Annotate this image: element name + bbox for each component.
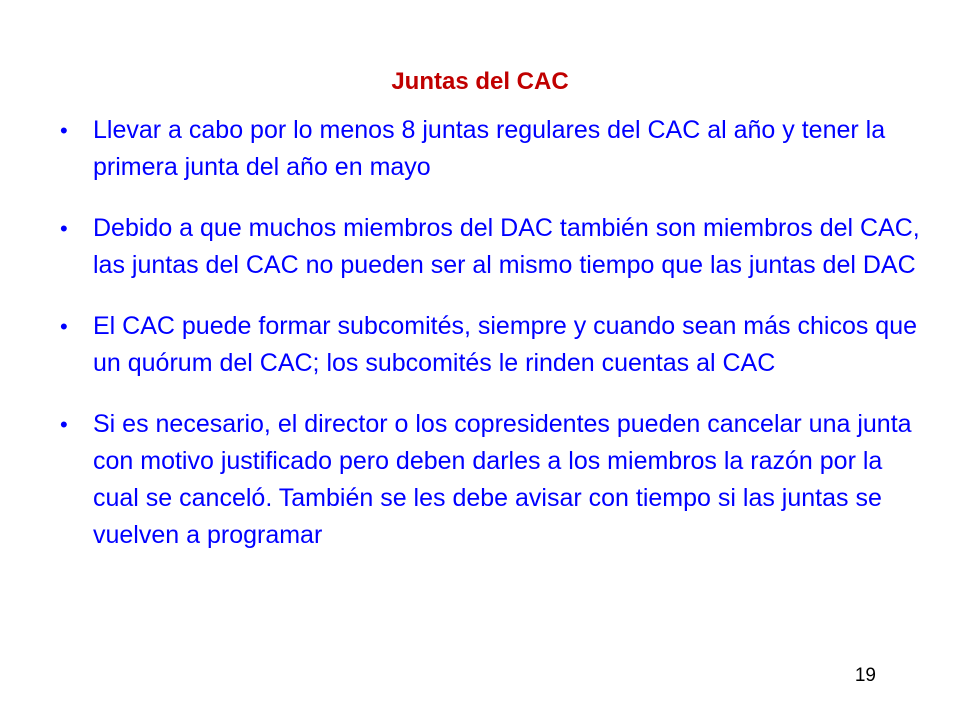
bullet-text: Debido a que muchos miembros del DAC también son miembros del CAC, las juntas del CAC no pueden ser al mismo tiempo que las juntas del DAC (93, 214, 920, 279)
bullet-dot-icon: • (60, 216, 68, 241)
bullet-text: El CAC puede formar subcomités, siempre y cuando sean más chicos que un quórum del CAC; los subcomités le rinden cuentas al CAC (93, 312, 917, 377)
bullet-item (60, 308, 930, 382)
bullet-item (60, 210, 930, 284)
bullet-dot-icon: • (60, 412, 68, 437)
bullet-list (60, 112, 930, 578)
bullet-item (60, 112, 930, 186)
bullet-dot-icon: • (60, 314, 68, 339)
bullet-dot-icon: • (60, 118, 68, 143)
slide-title: Juntas del CAC (391, 68, 569, 95)
page-number: 19 (854, 665, 876, 686)
bullet-item (60, 406, 930, 554)
bullet-text: Llevar a cabo por lo menos 8 juntas regulares del CAC al año y tener la primera junta del año en mayo (93, 116, 886, 181)
bullet-text: Si es necesario, el director o los copresidentes pueden cancelar una junta con motivo justificado pero deben darles a los miembros la razón por la cual se canceló. También se les debe avisar con tiempo si las juntas se vuelven a programar (93, 410, 912, 549)
